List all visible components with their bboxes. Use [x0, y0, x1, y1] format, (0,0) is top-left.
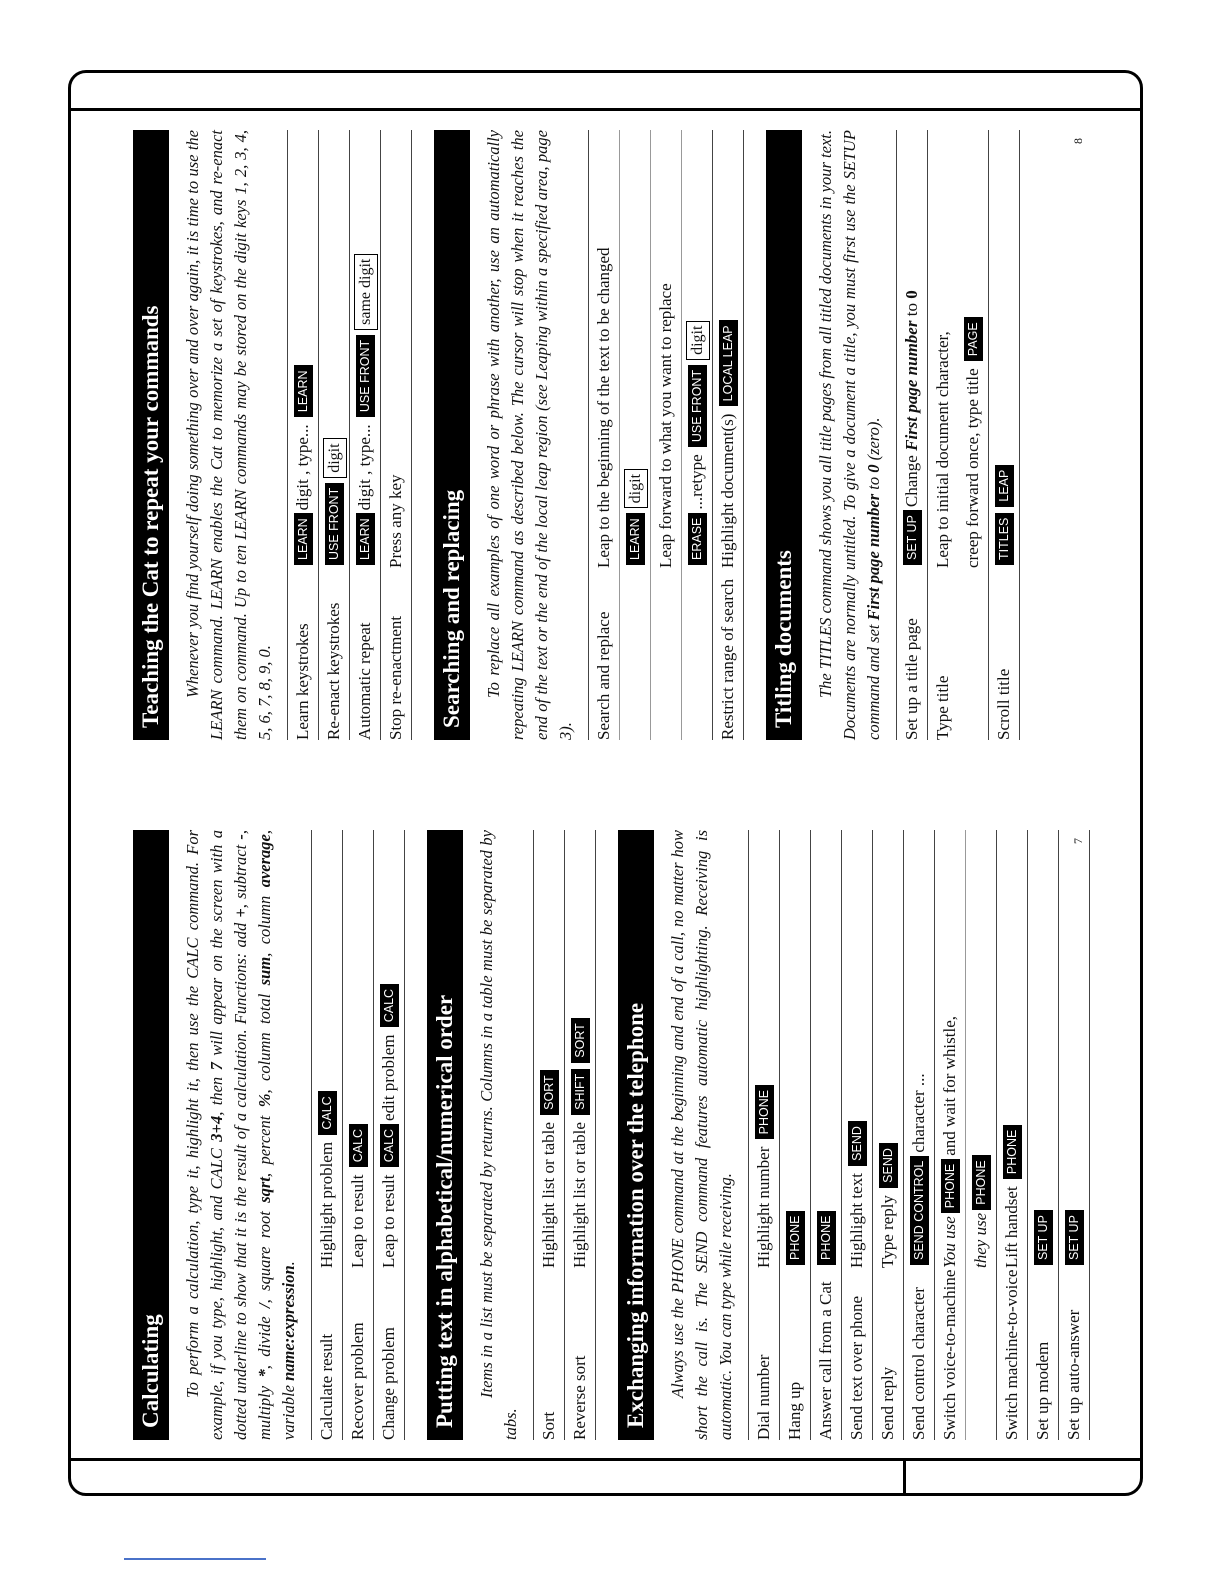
sort-key: SORT	[540, 1070, 559, 1115]
leap-key: LEAP	[995, 465, 1014, 507]
send-key: SEND	[879, 1143, 898, 1188]
table-row: Set up modem SET UP	[1027, 830, 1058, 1440]
table-subrow: LEARNdigit	[619, 130, 650, 740]
setup-key: SET UP	[903, 510, 922, 565]
calc-key: CALC	[318, 1091, 337, 1134]
frame-footer-divider	[903, 1458, 906, 1496]
table-row: Recover problem Leap to result CALC	[342, 830, 373, 1440]
sort-heading: Putting text in alphabetical/numerical order	[427, 830, 463, 1440]
table-row: Dial number Highlight number PHONE	[748, 830, 779, 1440]
table-subrow: they usePHONE	[965, 830, 996, 1440]
table-row: Hang up PHONE	[779, 830, 810, 1440]
calc-key: CALC	[380, 984, 399, 1027]
phone-heading: Exchanging information over the telephone	[618, 830, 654, 1440]
send-key: SEND	[848, 1121, 867, 1166]
table-row: Change problem Leap to result CALCedit problem CALC	[373, 830, 405, 1440]
table-row: Search and replace Leap to the beginning of the text to be changed	[588, 130, 619, 740]
table-row: Set up a title page SET UPChange First page number to 0	[896, 130, 927, 740]
search-intro: To replace all examples of one word or phrase with another, use an automatically repeating LEARN command as described below. The cursor will stop when it reaches the end of the text or the end of the local leap region (see Leaping within a specified area, page 3).	[484, 130, 575, 740]
phone-key: PHONE	[1003, 1125, 1022, 1179]
link-underline[interactable]	[124, 1558, 266, 1560]
use-front-key: USE FRONT	[325, 483, 344, 565]
table-row: Re-enact keystrokes USE FRONTdigit	[318, 130, 349, 740]
phone-key: PHONE	[972, 1155, 991, 1209]
phone-intro: Always use the PHONE command at the beginning and end of a call, no matter how short the call is. The SEND command features automatic highlighting. Receiving is automatic. You can type while receiving.	[668, 830, 735, 1440]
search-heading: Searching and replacing	[434, 130, 470, 740]
sort-key: SORT	[571, 1018, 590, 1063]
table-row: Send control character SEND CONTROLcharacter ...	[903, 830, 934, 1440]
table-row: Calculate result Highlight problem CALC	[311, 830, 342, 1440]
erase-key: ERASE	[688, 513, 707, 565]
phone-key: PHONE	[786, 1211, 805, 1265]
table-row: Set up auto-answer SET UP	[1058, 830, 1090, 1440]
table-row: Reverse sort Highlight list or table SHIFTSORT	[564, 830, 596, 1440]
frame-top-rule	[68, 108, 1143, 111]
titles-heading: Titling documents	[766, 130, 802, 740]
rotated-spread	[125, 128, 1085, 1440]
table-row: Switch voice-to-machine You usePHONEand wait for whistle,	[934, 830, 965, 1440]
learn-heading: Teaching the Cat to repeat your commands	[133, 130, 169, 740]
calculating-intro: To perform a calculation, type it, highlight it, then use the CALC command. For example, if you type, highlight, and CALC 3+4, then 7 will appear on the screen with a dotted underline to show that it is the result of a calculation. Functions: add +, subtract -, multiply *, divide /, square root sqrt, percent %, column total sum, column average, variable name:expression.	[183, 830, 298, 1440]
calculating-heading: Calculating	[133, 830, 169, 1440]
titles-key: TITLES	[995, 513, 1014, 565]
learn-key: LEARN	[294, 365, 313, 417]
local-leap-key: LOCAL LEAP	[719, 320, 738, 406]
calc-key: CALC	[380, 1124, 399, 1167]
table-subrow: ERASE...retype USE FRONTdigit	[681, 130, 712, 740]
learn-key: LEARN	[356, 513, 375, 565]
table-row: Send reply Type reply SEND	[872, 830, 903, 1440]
learn-intro: Whenever you find yourself doing something over and over again, it is time to use the LEARN command. LEARN enables the Cat to memorize a set of keystrokes, and re-enact them on command. Up to ten LEARN commands may be stored on the digit keys 1, 2, 3, 4, 5, 6, 7, 8, 9, 0.	[183, 130, 274, 740]
setup-key: SET UP	[1034, 1210, 1053, 1265]
table-row: Send text over phone Highlight text SEND	[841, 830, 872, 1440]
use-front-key: USE FRONT	[688, 365, 707, 447]
table-row: Stop re-enactment Press any key	[380, 130, 412, 740]
table-row: Sort Highlight list or table SORT	[533, 830, 564, 1440]
table-row: Restrict range of search Highlight document(s) LOCAL LEAP	[712, 130, 744, 740]
shift-key: SHIFT	[571, 1069, 590, 1115]
titles-intro: The TITLES command shows you all title pages from all titled documents in your text. Documents are normally untitled. To give a document a title, you must first use the SETUP command and set First page number to 0 (zero).	[816, 130, 883, 740]
table-subrow: Leap forward to what you want to replace	[650, 130, 681, 740]
page-number: 7	[1071, 838, 1085, 844]
phone-key: PHONE	[941, 1159, 960, 1213]
table-subrow: creep forward once, type title PAGE	[958, 130, 988, 740]
left-page	[125, 830, 1090, 1440]
table-row: Automatic repeat LEARNdigit , type... USE FRONTsame digit	[349, 130, 380, 740]
table-row: Switch machine-to-voice Lift handset PHONE	[996, 830, 1027, 1440]
phone-key: PHONE	[817, 1211, 836, 1265]
table-row: Type title Leap to initial document character,	[927, 130, 958, 740]
table-row: Scroll title TITLESLEAP	[988, 130, 1020, 740]
use-front-key: USE FRONT	[356, 335, 375, 417]
send-control-key: SEND CONTROL	[910, 1156, 929, 1265]
phone-key: PHONE	[755, 1085, 774, 1139]
learn-key: LEARN	[626, 513, 645, 565]
sort-intro: Items in a list must be separated by returns. Columns in a table must be separated by tabs.	[477, 830, 520, 1440]
page-number: 8	[1071, 138, 1085, 144]
page-key: PAGE	[964, 317, 983, 361]
frame-bottom-rule	[68, 1458, 1143, 1461]
calc-key: CALC	[349, 1124, 368, 1167]
table-row: Answer call from a Cat PHONE	[810, 830, 841, 1440]
setup-key: SET UP	[1065, 1210, 1084, 1265]
learn-key: LEARN	[294, 513, 313, 565]
right-page	[125, 130, 1085, 740]
table-row: Learn keystrokes LEARNdigit , type... LEARN	[287, 130, 318, 740]
